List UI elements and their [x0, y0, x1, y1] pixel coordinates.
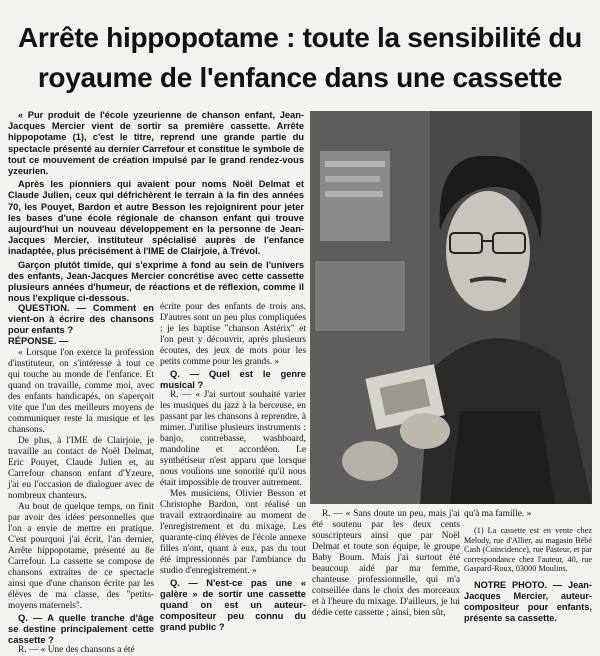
question-text: Q. — N'est-ce pas une « galère » de sortir une cassette quand on est un auteur-compositeur peu connu du grand public ?: [160, 577, 306, 632]
body-paragraph: qu'à ma famille. »: [464, 509, 532, 519]
article-photo: [310, 111, 592, 504]
body-paragraph: R. — « J'ai surtout souhaité varier les musiques du jazz à la berceuse, en passant par les chansons à reprendre, à mimer. J'utilise plusieurs instruments : banjo, contrebasse, washboard, mandoline et accordéon. Le synthétiseur n'est apparu que lorsque nous voulions une sonorité qu'il nous était impossible de trouver autrement.: [160, 390, 306, 488]
question-text: Q. — A quelle tranche d'âge se destine principalement cette cassette ?: [8, 612, 154, 645]
body-paragraph: Mes musiciens, Olivier Besson et Christophe Bardon, ont réalisé un travail extraordinaire au moment de l'enregistrement et du mixage. Les quarante-cinq élèves de l'école annexe filles n'ont, quant à eux, pas du tout été impressionnés par l'ambiance du studio d'enregistrement. »: [160, 489, 306, 576]
question-text: Q. — Quel est le genre musical ?: [160, 368, 306, 390]
body-paragraph: R. — « Une des chansons a été: [18, 645, 135, 655]
intro-paragraph: Garçon plutôt timide, qui s'exprime à fond au sein de l'univers des enfants, Jean-Jacques Mercier concrétise avec cette cassette plusieurs années d'humeur, de réactions et de réflexion, comme il nous l'explique ci-dessous.: [8, 259, 304, 304]
caption-text: Jean-Jacques Mercier, auteur-compositeur pour enfants, présente sa cassette.: [464, 579, 592, 623]
caption-lead: NOTRE PHOTO. —: [474, 579, 563, 590]
body-paragraph: R. — « Sans doute un peu, mais j'ai été soutenu par les deux cents souscripteurs ainsi que par Noël Delmat et toute son équipe, le groupe Baby Boum. Mais j'ai surtout été beaucoup aidé par ma femme, chanteuse professionnelle, qui m'a conseillée dans le choix des morceaux et à l'heure du mixage. D'ailleurs, je lui dédie cette cassette ; ainsi, bien sûr,: [312, 509, 460, 618]
body-paragraph: écrite pour des enfants de trois ans. D'autres sont un peu plus compliquées ; je les baptise "chanson Astérix" et l'on peut y découvrir, après plusieurs écoutes, des jeux de mots pour les petits comme pour les grands. »: [160, 302, 306, 367]
body-paragraph: « Lorsque l'on exerce la profession d'instituteur, on s'intéresse à tout ce qui touche au monde de l'enfance. Et quand on travaille, comme moi, avec des enfants handicapés, on s'aperçoit vite que l'un des meilleurs moyens de communiquer reste la musique et les chansons.: [8, 348, 154, 435]
intro-paragraph: Après les pionniers qui avaient pour noms Noël Delmat et Claude Julien, ceux qui défrichèrent le terrain à la fin des années 70, les Pouyet, Bardon et autre Besson les rejoignirent pour jeter les bases d'une école régionale de chanson enfant qui trouve aujourd'hui un nouveau développement en la personne de Jean-Jacques Mercier, instituteur spécialisé auprès de l'enfance inadaptée, plus précisément à l'IME de Clairjoie, à Trévol.: [8, 179, 304, 257]
question-text: QUESTION. — Comment en vient-on à écrire des chansons pour enfants ?: [8, 302, 154, 335]
portrait-illustration: [310, 111, 592, 504]
interview-column-2: [160, 302, 306, 632]
interview-column-3: [312, 509, 460, 619]
photo-caption: [464, 580, 592, 624]
body-paragraph: De plus, à l'IME de Clairjoie, je travaille au contact de Noël Delmat, Eric Pouyet, Claude Julien et, au Carrefour chanson enfant d'Yzeure, j'ai eu l'occasion de dialoguer avec de nombreux chanteurs.: [8, 436, 154, 501]
interview-column-4: [464, 509, 592, 624]
headline: Arrête hippopotame : toute la sensibilité du royaume de l'enfance dans une cassette: [18, 22, 582, 93]
footnote: (1) La cassette est en vente chez Melody, rue d'Allier, au magasin Bébé Cash (Coïncidence), rue Pasteur, et par correspondance chez l'auteur, 40, rue Gaspard-Roux, 03000 Moulins.: [464, 526, 592, 574]
interview-column-1: [8, 302, 154, 656]
answer-label: RÉPONSE. —: [8, 335, 69, 346]
intro-paragraphs: [8, 110, 304, 306]
body-paragraph: Au bout de quelque temps, on finit par avoir des idées personnelles que l'on a envie de mettre en pratique. C'est pourquoi j'ai écrit, l'an dernier, Arrête hippopotame, présenté au 8e Carrefour. La cassette se compose de chansons extraites de ce spectacle ainsi que d'une chanson écrite par les élèves de ma classe, des "petits-moyens maternels".: [8, 502, 154, 611]
intro-paragraph: « Pur produit de l'école yzeurienne de chanson enfant, Jean-Jacques Mercier vient de sortir sa première cassette. Arrête hippopotame (1), c'est le titre, reprend une grande partie du spectacle présenté au dernier Carrefour et constitue le symbole de tout ce mouvement de création impulsé par le grand rendez-vous yzeurien.: [8, 110, 304, 177]
